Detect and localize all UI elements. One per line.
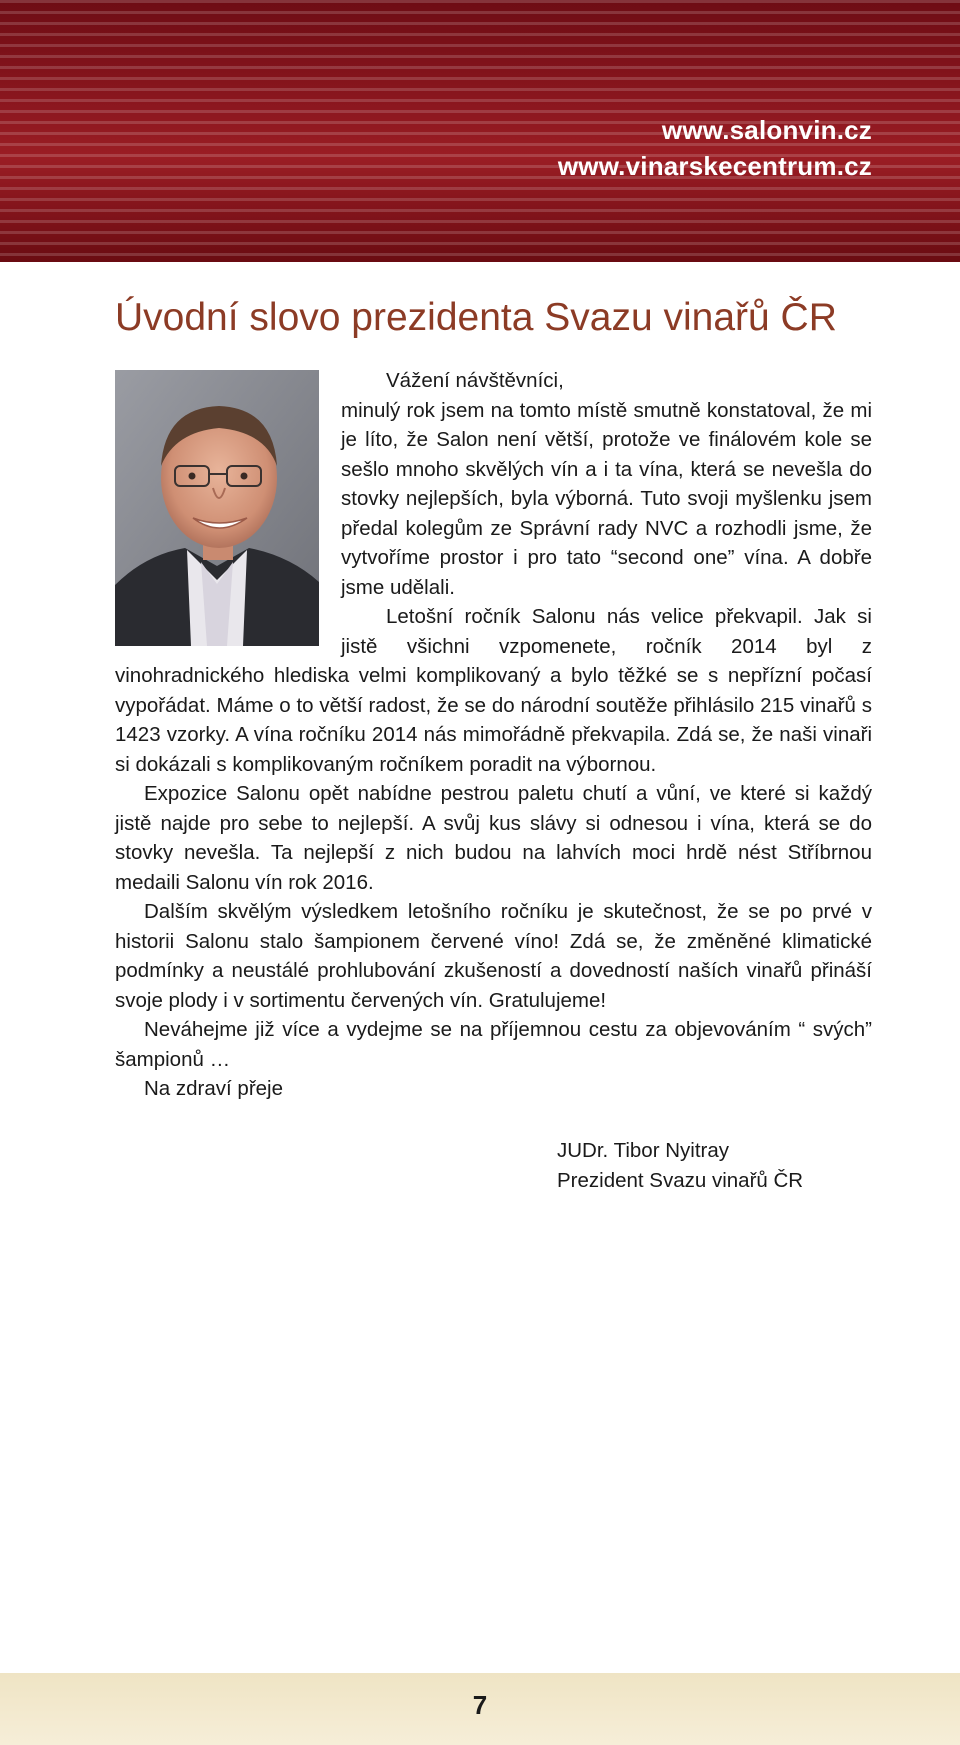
link-vinarskecentrum[interactable]: www.vinarskecentrum.cz [557,151,872,181]
photo-spacer [115,366,319,646]
paragraph-3: Expozice Salonu opět nabídne pestrou paletu chutí a vůní, ve které si každý jistě najde pro sebe to nejlepší. A svůj kus slávy si odnesou i vína, která se do stovky nevešla. Ta nejlepší z nich budou na lahvích moci hrdě nést Stříbrnou medaili Salonu vín rok 2016. [115,782,872,894]
salutation: Vážení návštěvníci, [386,369,564,392]
paragraph-2: Letošní ročník Salonu nás velice překvapil. Jak si jistě všichni vzpomenete, ročník 2014 byl z vinohradnického hlediska velmi komplikovaný a bylo těžké se s nepřízní počasí vypořádat. Máme o to větší radost, že se do národní soutěže přihlásilo 215 vinařů s 1423 vzorky. A vína ročníku 2014 nás mimořádně překvapila. Zdá se, že naši vinaři si dokázali s komplikovaným ročníkem poradit na výbornou. [115,605,872,776]
paragraph-1: minulý rok jsem na tomto místě smutně konstatoval, že mi je líto, že Salon není větší, protože ve finálovém kole se sešlo mnoho skvělých vín a i ta vína, která se nevešla do stovky nejlepších, byla výborná. Tuto svoji myšlenku jsem předal kolegům ze Správní rady NVC a rozhodli jsme, že vytvoříme prostor i pro tato “second one” vína. A dobře jsme udělali. [341,398,872,599]
article-body [115,366,872,1104]
paragraph-5: Neváhejme již více a vydejme se na příjemnou cestu za objevováním “ svých” šampionů … [115,1018,872,1071]
signature [557,1136,803,1195]
signature-role: Prezident Svazu vinařů ČR [557,1168,804,1192]
link-salonvin[interactable]: www.salonvin.cz [661,115,872,145]
page-title: Úvodní slovo prezidenta Svazu vinařů ČR [115,296,837,339]
header-links [558,112,872,184]
signature-name: JUDr. Tibor Nyitray [557,1139,729,1162]
closing-line: Na zdraví přeje [144,1077,284,1100]
page-number: 7 [472,1690,488,1720]
paragraph-4: Dalším skvělým výsledkem letošního ročníku je skutečnost, že se po prvé v historii Salonu stalo šampionem červené víno! Zdá se, že změněné klimatické podmínky a neustálé prohlubování zkušeností a dovedností naších vinařů přináší svoje plody i v sortimentu červených vín. Gratulujeme! [115,900,872,1012]
header-band [0,0,960,262]
